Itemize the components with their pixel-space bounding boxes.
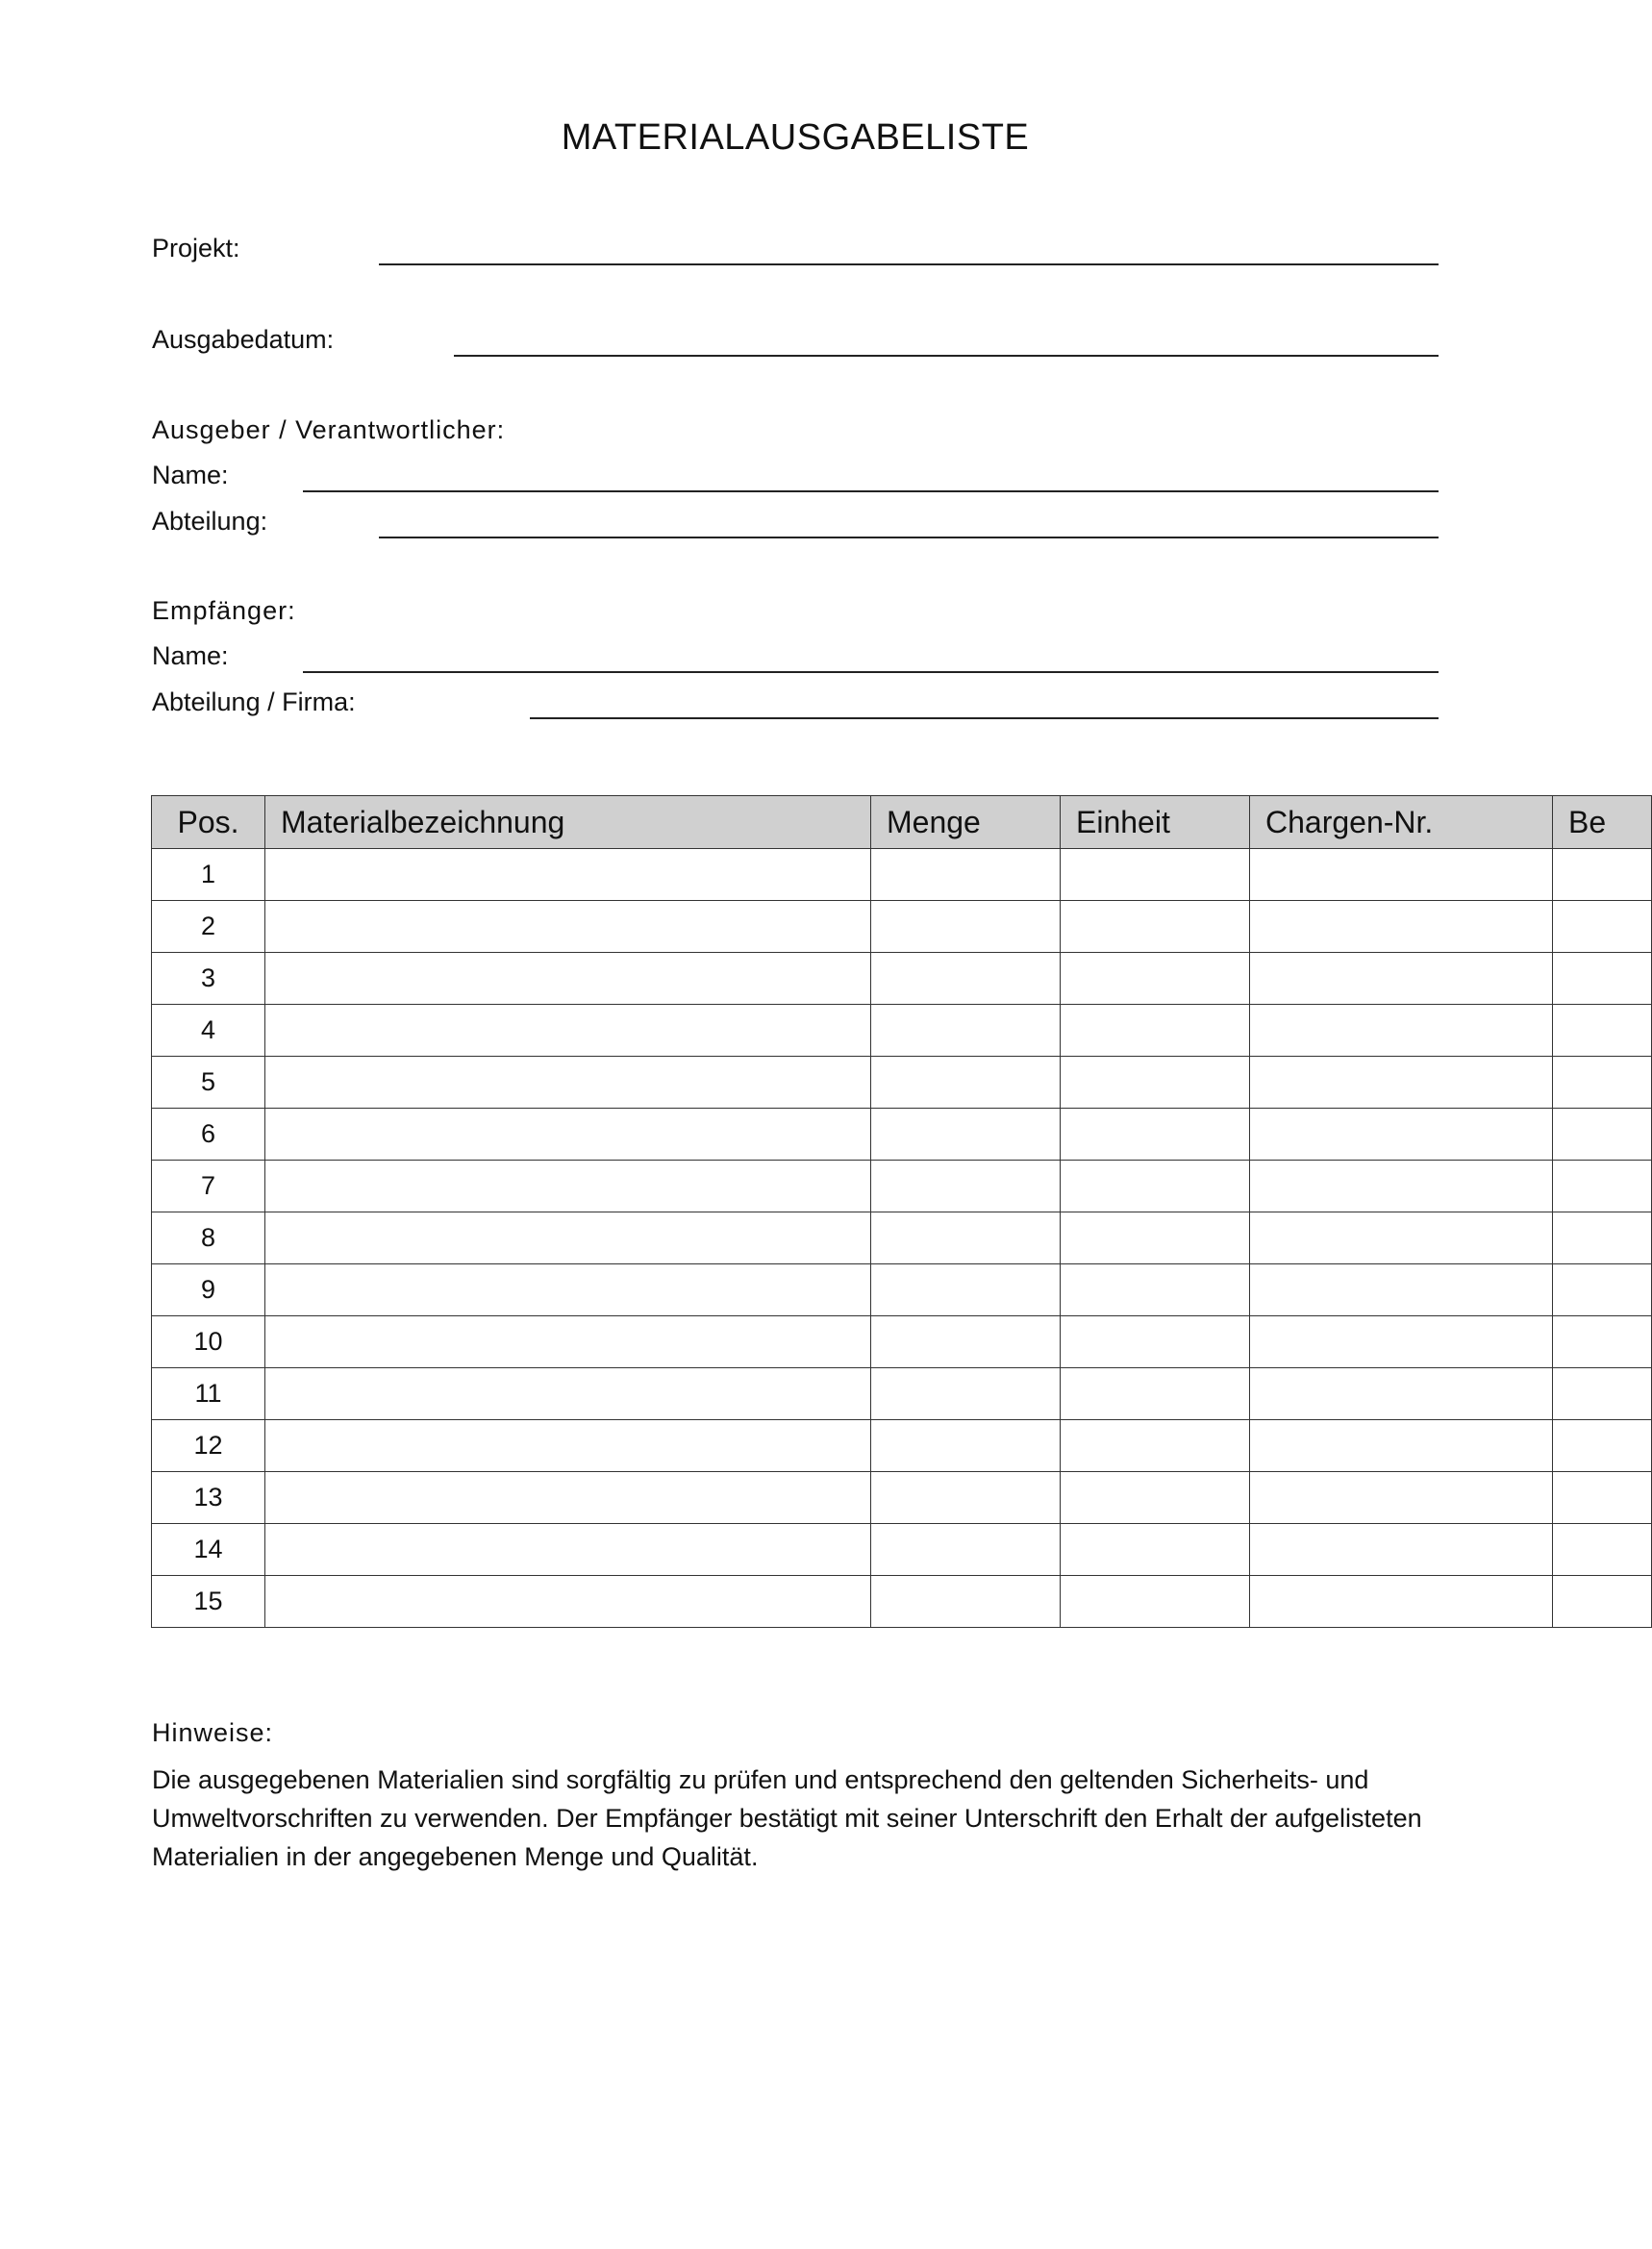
menge-cell[interactable] bbox=[871, 1264, 1061, 1316]
ausgeber-name-label: Name: bbox=[152, 461, 229, 489]
table-row bbox=[152, 1212, 1652, 1264]
pos-cell: 12 bbox=[152, 1420, 265, 1472]
material-cell[interactable] bbox=[265, 1316, 871, 1368]
pos-cell: 8 bbox=[152, 1212, 265, 1264]
document-title: MATERIALAUSGABELISTE bbox=[561, 117, 1030, 158]
extra-cell[interactable] bbox=[1553, 1524, 1652, 1576]
table-row bbox=[152, 953, 1652, 1005]
header-menge: Menge bbox=[871, 796, 1061, 849]
table-row bbox=[152, 1264, 1652, 1316]
einheit-cell[interactable] bbox=[1061, 1316, 1250, 1368]
chargen-cell[interactable] bbox=[1250, 1576, 1553, 1628]
pos-cell: 9 bbox=[152, 1264, 265, 1316]
menge-cell[interactable] bbox=[871, 1420, 1061, 1472]
material-table bbox=[151, 795, 1652, 1628]
chargen-cell[interactable] bbox=[1250, 1005, 1553, 1057]
table-row bbox=[152, 1005, 1652, 1057]
ausgeber-name-field[interactable] bbox=[303, 490, 1439, 492]
chargen-cell[interactable] bbox=[1250, 1472, 1553, 1524]
ausgabedatum-field[interactable] bbox=[454, 355, 1439, 357]
table-row bbox=[152, 1472, 1652, 1524]
einheit-cell[interactable] bbox=[1061, 1264, 1250, 1316]
menge-cell[interactable] bbox=[871, 1576, 1061, 1628]
extra-cell[interactable] bbox=[1553, 1420, 1652, 1472]
empfaenger-abteilung-label: Abteilung / Firma: bbox=[152, 687, 356, 716]
table-row bbox=[152, 1161, 1652, 1212]
einheit-cell[interactable] bbox=[1061, 1109, 1250, 1161]
extra-cell[interactable] bbox=[1553, 1161, 1652, 1212]
header-einheit: Einheit bbox=[1061, 796, 1250, 849]
chargen-cell[interactable] bbox=[1250, 1264, 1553, 1316]
pos-cell: 15 bbox=[152, 1576, 265, 1628]
menge-cell[interactable] bbox=[871, 1212, 1061, 1264]
chargen-cell[interactable] bbox=[1250, 901, 1553, 953]
material-cell[interactable] bbox=[265, 953, 871, 1005]
menge-cell[interactable] bbox=[871, 1524, 1061, 1576]
einheit-cell[interactable] bbox=[1061, 849, 1250, 901]
einheit-cell[interactable] bbox=[1061, 953, 1250, 1005]
pos-cell: 13 bbox=[152, 1472, 265, 1524]
pos-cell: 6 bbox=[152, 1109, 265, 1161]
empfaenger-name-field[interactable] bbox=[303, 671, 1439, 673]
menge-cell[interactable] bbox=[871, 1161, 1061, 1212]
chargen-cell[interactable] bbox=[1250, 1161, 1553, 1212]
extra-cell[interactable] bbox=[1553, 901, 1652, 953]
pos-cell: 7 bbox=[152, 1161, 265, 1212]
material-cell[interactable] bbox=[265, 1212, 871, 1264]
extra-cell[interactable] bbox=[1553, 849, 1652, 901]
einheit-cell[interactable] bbox=[1061, 1420, 1250, 1472]
ausgeber-abteilung-field[interactable] bbox=[379, 537, 1439, 538]
chargen-cell[interactable] bbox=[1250, 1212, 1553, 1264]
ausgeber-abteilung-label: Abteilung: bbox=[152, 507, 268, 536]
chargen-cell[interactable] bbox=[1250, 1057, 1553, 1109]
material-cell[interactable] bbox=[265, 1109, 871, 1161]
extra-cell[interactable] bbox=[1553, 1316, 1652, 1368]
material-cell[interactable] bbox=[265, 849, 871, 901]
pos-cell: 14 bbox=[152, 1524, 265, 1576]
empfaenger-name-label: Name: bbox=[152, 641, 229, 670]
material-cell[interactable] bbox=[265, 1524, 871, 1576]
header-pos: Pos. bbox=[152, 796, 265, 849]
extra-cell[interactable] bbox=[1553, 1057, 1652, 1109]
projekt-label: Projekt: bbox=[152, 234, 240, 262]
material-cell[interactable] bbox=[265, 1472, 871, 1524]
chargen-cell[interactable] bbox=[1250, 1420, 1553, 1472]
menge-cell[interactable] bbox=[871, 1472, 1061, 1524]
material-cell[interactable] bbox=[265, 901, 871, 953]
table-row bbox=[152, 1368, 1652, 1420]
notes-text: Die ausgegebenen Materialien sind sorgfältig zu prüfen und entsprechend den geltenden Sicherheits- und Umweltvorschriften zu verwenden. Der Empfänger bestätigt mit seiner Unterschrift den Erhalt der aufgelisteten Materialien in der angegebenen Menge und Qualität. bbox=[152, 1765, 1422, 1871]
chargen-cell[interactable] bbox=[1250, 1316, 1553, 1368]
extra-cell[interactable] bbox=[1553, 1109, 1652, 1161]
pos-cell: 5 bbox=[152, 1057, 265, 1109]
pos-cell: 1 bbox=[152, 849, 265, 901]
table-row bbox=[152, 1057, 1652, 1109]
menge-cell[interactable] bbox=[871, 1005, 1061, 1057]
material-cell[interactable] bbox=[265, 1005, 871, 1057]
table-header-row bbox=[152, 796, 1652, 849]
menge-cell[interactable] bbox=[871, 1109, 1061, 1161]
table-row bbox=[152, 901, 1652, 953]
material-cell[interactable] bbox=[265, 1576, 871, 1628]
einheit-cell[interactable] bbox=[1061, 1524, 1250, 1576]
einheit-cell[interactable] bbox=[1061, 1472, 1250, 1524]
extra-cell[interactable] bbox=[1553, 1212, 1652, 1264]
extra-cell[interactable] bbox=[1553, 953, 1652, 1005]
chargen-cell[interactable] bbox=[1250, 849, 1553, 901]
ausgabedatum-label: Ausgabedatum: bbox=[152, 325, 335, 354]
table-row bbox=[152, 1420, 1652, 1472]
table-row bbox=[152, 1524, 1652, 1576]
empfaenger-abteilung-field[interactable] bbox=[530, 717, 1439, 719]
table-row bbox=[152, 1316, 1652, 1368]
pos-cell: 10 bbox=[152, 1316, 265, 1368]
table-row bbox=[152, 1576, 1652, 1628]
menge-cell[interactable] bbox=[871, 1368, 1061, 1420]
extra-cell[interactable] bbox=[1553, 1264, 1652, 1316]
menge-cell[interactable] bbox=[871, 901, 1061, 953]
menge-cell[interactable] bbox=[871, 953, 1061, 1005]
extra-cell[interactable] bbox=[1553, 1576, 1652, 1628]
pos-cell: 2 bbox=[152, 901, 265, 953]
einheit-cell[interactable] bbox=[1061, 1161, 1250, 1212]
menge-cell[interactable] bbox=[871, 849, 1061, 901]
pos-cell: 11 bbox=[152, 1368, 265, 1420]
header-materialbezeichnung: Materialbezeichnung bbox=[265, 796, 871, 849]
einheit-cell[interactable] bbox=[1061, 1368, 1250, 1420]
extra-cell[interactable] bbox=[1553, 1368, 1652, 1420]
einheit-cell[interactable] bbox=[1061, 901, 1250, 953]
table-row bbox=[152, 1109, 1652, 1161]
chargen-cell[interactable] bbox=[1250, 1109, 1553, 1161]
header-chargen-nr: Chargen-Nr. bbox=[1250, 796, 1553, 849]
extra-cell[interactable] bbox=[1553, 1005, 1652, 1057]
table-row bbox=[152, 849, 1652, 901]
material-cell[interactable] bbox=[265, 1368, 871, 1420]
notes-heading: Hinweise: bbox=[152, 1718, 274, 1747]
chargen-cell[interactable] bbox=[1250, 1368, 1553, 1420]
projekt-field[interactable] bbox=[379, 263, 1439, 265]
material-cell[interactable] bbox=[265, 1420, 871, 1472]
einheit-cell[interactable] bbox=[1061, 1005, 1250, 1057]
pos-cell: 3 bbox=[152, 953, 265, 1005]
material-cell[interactable] bbox=[265, 1057, 871, 1109]
menge-cell[interactable] bbox=[871, 1316, 1061, 1368]
material-cell[interactable] bbox=[265, 1161, 871, 1212]
material-cell[interactable] bbox=[265, 1264, 871, 1316]
extra-cell[interactable] bbox=[1553, 1472, 1652, 1524]
menge-cell[interactable] bbox=[871, 1057, 1061, 1109]
einheit-cell[interactable] bbox=[1061, 1057, 1250, 1109]
header-bemerkung-truncated: Be bbox=[1553, 796, 1652, 849]
empfaenger-heading: Empfänger: bbox=[152, 596, 296, 625]
pos-cell: 4 bbox=[152, 1005, 265, 1057]
chargen-cell[interactable] bbox=[1250, 1524, 1553, 1576]
ausgeber-heading: Ausgeber / Verantwortlicher: bbox=[152, 415, 506, 444]
chargen-cell[interactable] bbox=[1250, 953, 1553, 1005]
einheit-cell[interactable] bbox=[1061, 1212, 1250, 1264]
einheit-cell[interactable] bbox=[1061, 1576, 1250, 1628]
